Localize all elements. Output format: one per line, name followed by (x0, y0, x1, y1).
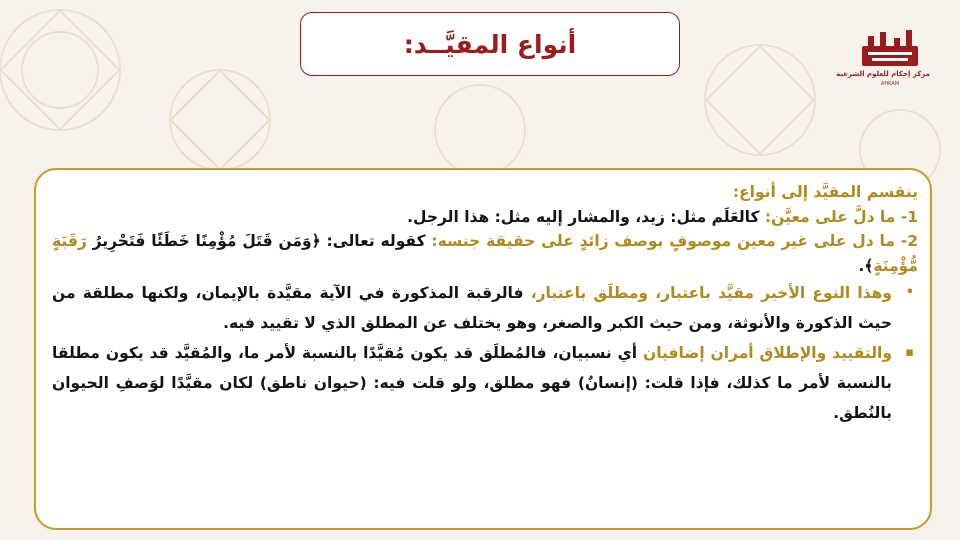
content-body (52, 180, 918, 428)
bullet-dot-icon: • (905, 285, 914, 300)
bullet-item-2 (52, 338, 918, 428)
bullet1-text: فالرقبة المذكورة في الآية مقيَّدة بالإيمان، ولكنها مطلقة من حيث الذكورة والأنوثة، ومن حيث الكبر والصغر، وهو يختلف عن المطلق الذي لا تقييد فيه. (52, 284, 892, 332)
item2-term: ما دل على غير معين موصوفٍ بوصف زائدٍ على حقيقة جنسه: (431, 232, 895, 250)
intro-text: ينقسم المقيَّد إلى أنواع: (732, 183, 918, 201)
content-box (34, 168, 932, 530)
item1-text: كالعَلَم مثل: زيد، والمشار إليه مثل: هذا الرجل. (407, 207, 760, 226)
list-item-1 (52, 205, 918, 230)
bullet1-lead: وهذا النوع الأخير مقيَّد باعتبار، ومطلَق باعتبار، (530, 284, 892, 302)
bullet2-text: أي نسبيان، فالمُطلَق قد يكون مُقيَّدًا بالنسبة لأمر ما، والمُقيَّد قد يكون مطلقا بالنسبة لأمر ما كذلك، فإذا قلت: (إنسانٌ) فهو مطلق، ولو قلت فيه: (حيوان ناطق) لكان مقيَّدًا لوَصفِ الحيوان بالنُطق. (52, 344, 892, 422)
item1-number: 1- (900, 207, 918, 226)
item2-number: 2- (900, 232, 918, 250)
intro-line (52, 180, 918, 205)
logo-name: مركز إحكام للعلوم الشرعية (836, 70, 930, 78)
item2-text: كقوله تعالى: ﴿وَمَن قَتَلَ مُؤْمِنًا خَطَئًا فَتَحْرِيرُ (92, 232, 426, 250)
logo (836, 28, 930, 94)
logo-subtitle: AHKAM (880, 81, 900, 87)
quran-phrase: رَقَبَةٍ مُّؤْمِنَةٍ (52, 232, 918, 275)
bullet2-lead: والتقييد والإطلاق أمران إضافيان (643, 344, 892, 362)
item1-term: ما دلَّ على معيَّن: (764, 207, 896, 226)
page-title: أنواع المقيَّــد: (403, 29, 577, 59)
bullet-square-icon: ▪ (905, 345, 914, 360)
title-box (300, 12, 680, 76)
item2-end: ﴾. (858, 256, 874, 275)
bullet-item-1 (52, 278, 918, 338)
logo-mark-icon (858, 28, 922, 68)
list-item-2 (52, 229, 918, 278)
